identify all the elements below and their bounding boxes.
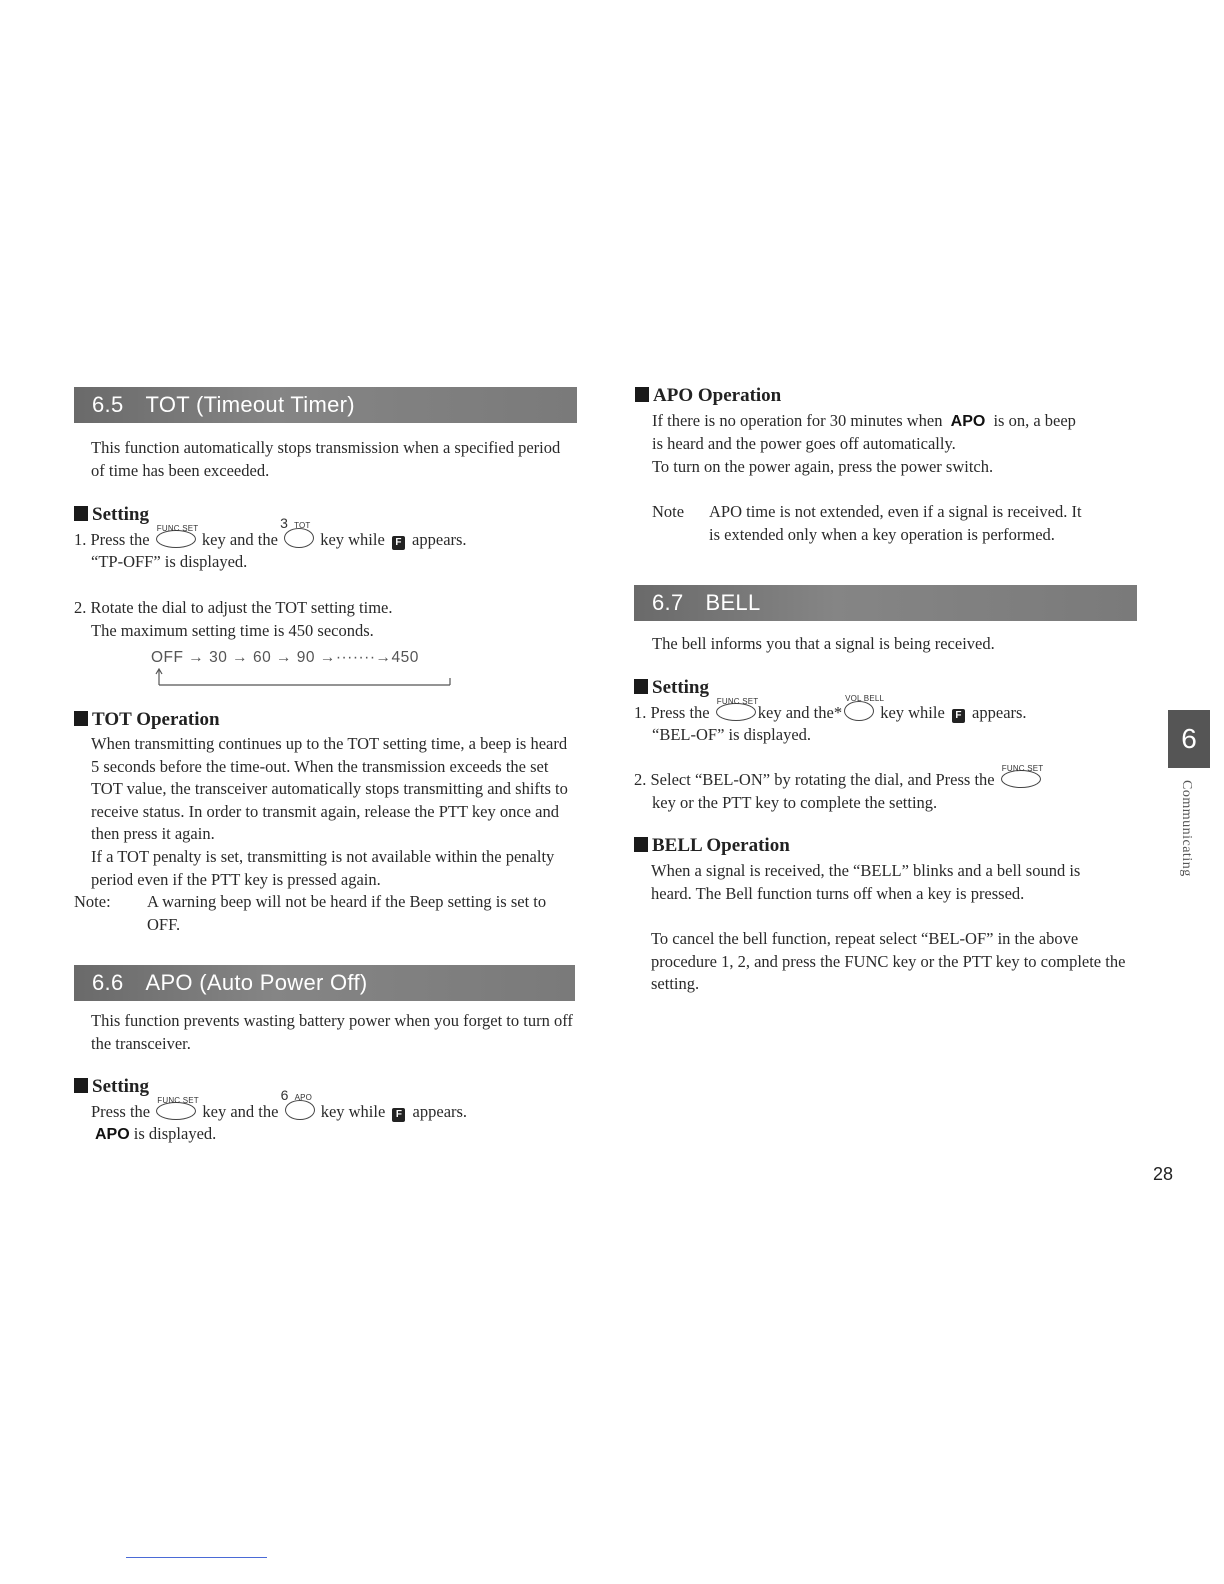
step-text: appears. bbox=[412, 1102, 468, 1121]
page-number: 28 bbox=[1153, 1164, 1174, 1184]
section-number: 6.6 bbox=[92, 970, 124, 995]
setting-label: Setting bbox=[92, 504, 149, 525]
tot-step2-line1: 2. Rotate the dial to adjust the TOT setting time. bbox=[74, 598, 393, 617]
divider bbox=[126, 1557, 267, 1558]
apo-operation-heading bbox=[635, 385, 781, 407]
bell-step2-line2: key or the PTT key to complete the setting. bbox=[652, 793, 938, 812]
func-key-icon bbox=[156, 524, 199, 548]
apo-key-icon bbox=[280, 1087, 315, 1120]
step-text: 2. Select “BEL-ON” by rotating the dial, and Press the bbox=[634, 770, 995, 789]
tot-note-text: A warning beep will not be heard if the Beep setting is set to OFF. bbox=[147, 892, 547, 934]
lcd-text: APO bbox=[950, 413, 986, 430]
tot-operation-text2: If a TOT penalty is set, transmitting is not available within the penalty period even if the PTT key is pressed again. bbox=[91, 847, 555, 889]
chapter-tab-label: Communicating bbox=[1179, 780, 1194, 877]
apo-note-line1: APO time is not extended, even if a signal is received. It bbox=[709, 502, 1082, 521]
star-glyph: * bbox=[833, 703, 843, 722]
tot-sequence: OFF → 30 → 60 → 90 →·······→450 bbox=[151, 649, 419, 666]
section-title: TOT (Timeout Timer) bbox=[145, 392, 355, 417]
bullet-square-icon bbox=[635, 387, 649, 402]
lcd-text: APO bbox=[95, 1126, 130, 1143]
f-indicator-icon: F bbox=[952, 709, 965, 723]
step-text: key and the bbox=[202, 1102, 279, 1121]
bell-step2-line1 bbox=[634, 764, 1044, 791]
bullet-square-icon bbox=[634, 679, 648, 694]
step-text: Press the bbox=[91, 1102, 151, 1121]
apo-op-line3: To turn on the power again, press the power switch. bbox=[652, 457, 994, 476]
apo-step-line1 bbox=[91, 1087, 468, 1123]
bullet-square-icon bbox=[74, 711, 88, 726]
bell-step1-line2: “BEL-OF” is displayed. bbox=[652, 725, 812, 744]
key-label: FUNC SET bbox=[157, 1096, 199, 1105]
tot-key-icon bbox=[280, 515, 314, 548]
operation-label: BELL Operation bbox=[652, 835, 790, 856]
step-text: 1. Press the bbox=[74, 530, 150, 549]
step-text: is displayed. bbox=[133, 1124, 217, 1143]
bell-key-icon bbox=[844, 694, 885, 721]
func-key-icon bbox=[1001, 764, 1044, 788]
tot-operation-heading bbox=[74, 709, 220, 731]
bullet-square-icon bbox=[74, 1078, 88, 1093]
apo-intro: This function prevents wasting battery power when you forget to turn off the transceiver. bbox=[91, 1011, 573, 1053]
tot-intro: This function automatically stops transmission when a specified period of time has been exceeded. bbox=[91, 438, 561, 480]
apo-op-line1 bbox=[652, 410, 1076, 433]
apo-note-line2: is extended only when a key operation is performed. bbox=[709, 525, 1055, 544]
f-indicator-icon: F bbox=[392, 536, 405, 550]
step-text: appears. bbox=[412, 530, 467, 549]
setting-label: Setting bbox=[92, 1076, 149, 1097]
key-number: 3 bbox=[280, 515, 288, 531]
bell-operation-heading bbox=[634, 835, 790, 857]
bell-setting-heading bbox=[634, 677, 709, 699]
bell-operation-text: When a signal is received, the “BELL” blinks and a bell sound is heard. The Bell function turns off when a key is pressed. bbox=[651, 861, 1081, 903]
apo-setting-heading bbox=[74, 1076, 149, 1098]
section-header-tot bbox=[74, 387, 577, 423]
bell-operation-text2: To cancel the bell function, repeat select “BEL-OF” in the above procedure 1, 2, and press the FUNC key or the PTT key to complete the setting. bbox=[651, 929, 1126, 994]
func-key-icon bbox=[156, 1096, 199, 1120]
text: If there is no operation for 30 minutes when bbox=[652, 411, 943, 430]
step-text: appears. bbox=[972, 703, 1027, 722]
section-title: BELL bbox=[705, 590, 761, 615]
tot-step1 bbox=[74, 515, 467, 551]
bullet-square-icon bbox=[634, 837, 648, 852]
tot-step2-line2: The maximum setting time is 450 seconds. bbox=[91, 621, 374, 640]
tot-step1-line2: “TP-OFF” is displayed. bbox=[91, 552, 248, 571]
sequence-loop-arrow-icon bbox=[154, 668, 454, 688]
tot-note-label: Note: bbox=[74, 892, 111, 911]
section-header-apo bbox=[74, 965, 575, 1001]
apo-note-label: Note bbox=[652, 502, 685, 521]
section-header-bell bbox=[634, 585, 1137, 621]
chapter-tab: 6 bbox=[1168, 710, 1210, 768]
step-text: key and the bbox=[201, 530, 278, 549]
key-label: APO bbox=[294, 1093, 313, 1102]
step-text: key while bbox=[320, 1102, 386, 1121]
key-label: FUNC SET bbox=[716, 697, 759, 706]
section-number: 6.7 bbox=[652, 590, 684, 615]
apo-step-line2 bbox=[95, 1123, 216, 1146]
func-key-icon bbox=[716, 697, 759, 721]
step-text: key while bbox=[320, 530, 385, 549]
key-label: FUNC SET bbox=[1001, 764, 1044, 773]
text: is on, a beep bbox=[993, 411, 1076, 430]
operation-label: APO Operation bbox=[653, 385, 782, 406]
operation-label: TOT Operation bbox=[92, 709, 220, 730]
step-text: key and the bbox=[757, 703, 834, 722]
key-label: VOL BELL bbox=[845, 694, 885, 703]
tot-setting-heading bbox=[74, 504, 149, 526]
section-title: APO (Auto Power Off) bbox=[145, 970, 368, 995]
step-text: key while bbox=[880, 703, 945, 722]
bell-step1 bbox=[634, 694, 1027, 724]
bell-intro: The bell informs you that a signal is being received. bbox=[652, 634, 995, 653]
step-text: 1. Press the bbox=[634, 703, 710, 722]
key-number: 6 bbox=[280, 1087, 289, 1103]
apo-op-line2: is heard and the power goes off automatically. bbox=[652, 434, 956, 453]
key-label: TOT bbox=[294, 521, 311, 530]
setting-label: Setting bbox=[652, 677, 709, 698]
bullet-square-icon bbox=[74, 506, 88, 521]
key-label: FUNC SET bbox=[156, 524, 199, 533]
tot-operation-text: When transmitting continues up to the TOT setting time, a beep is heard 5 seconds before the time-out. When the transmission exceeds the set TOT value, the transceiver automatically stops transmitting and shifts to receive status. In order to transmit again, release the PTT key once and then press it again. bbox=[91, 734, 568, 844]
f-indicator-icon: F bbox=[392, 1108, 405, 1122]
section-number: 6.5 bbox=[92, 392, 124, 417]
